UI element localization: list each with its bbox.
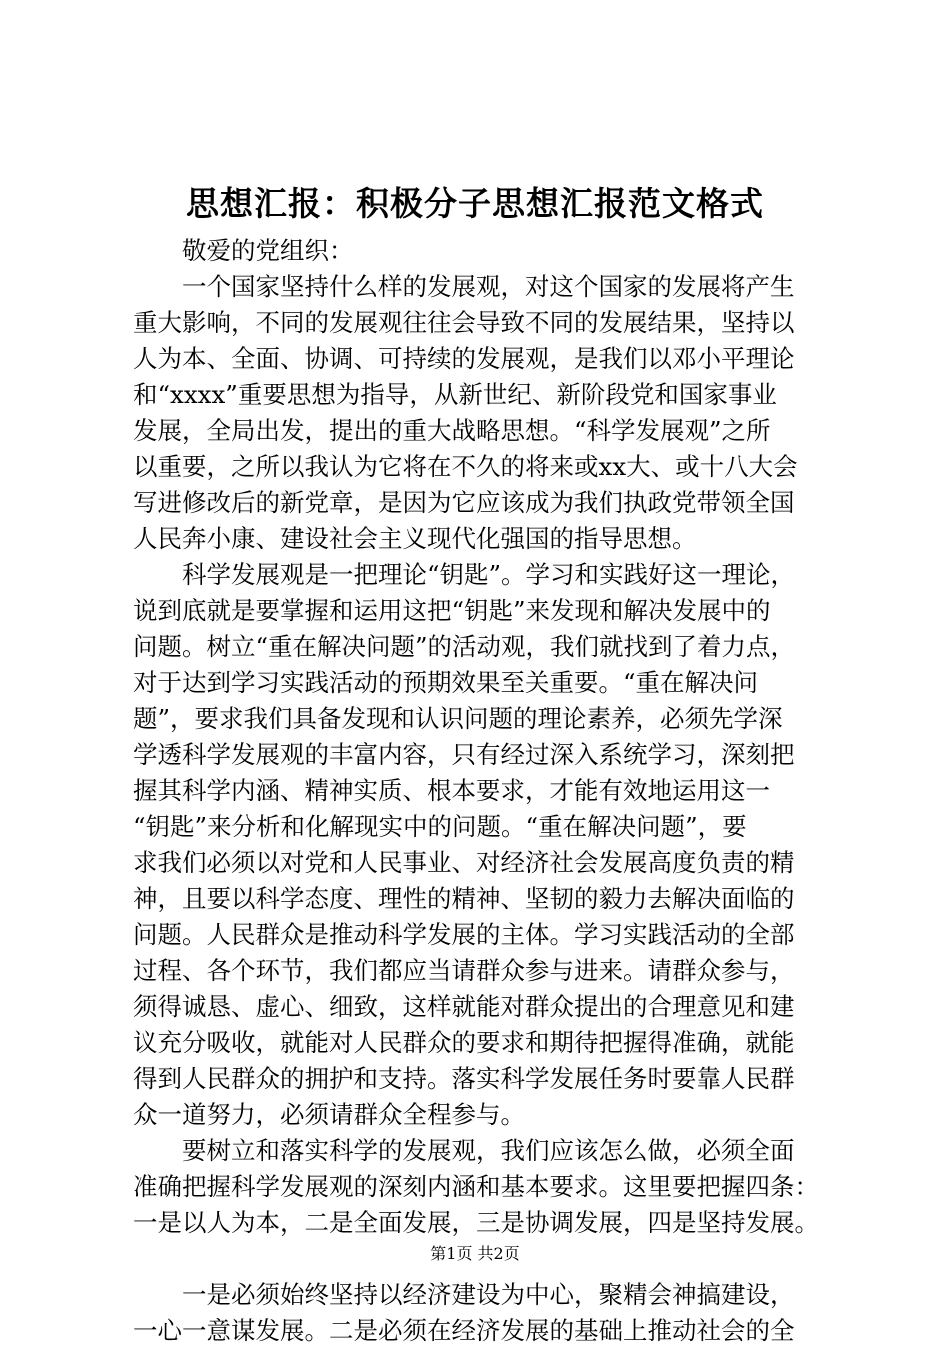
paragraph-line: 对于达到学习实践活动的预期效果至关重要。“重在解决问 (133, 668, 759, 697)
paragraph-line: 问题。树立“重在解决问题”的活动观，我们就找到了着力点， (133, 632, 796, 661)
paragraph-line: 握其科学内涵、精神实质、根本要求，才能有效地运用这一 (133, 776, 770, 805)
paragraph-line: 以重要，之所以我认为它将在不久的将来或xx大、或十八大会 (133, 452, 798, 481)
paragraph-line: 一是以人为本，二是全面发展，三是协调发展，四是坚持发展。 (133, 1208, 819, 1237)
paragraph-line: 人民奔小康、建设社会主义现代化强国的指导思想。 (133, 524, 697, 553)
paragraph-line: 一是必须始终坚持以经济建设为中心，聚精会神搞建设， (182, 1280, 795, 1309)
paragraph-line: 一心一意谋发展。二是必须在经济发展的基础上推动社会的全 (133, 1316, 795, 1345)
paragraph-line: 过程、各个环节，我们都应当请群众参与进来。请群众参与， (133, 956, 795, 985)
document-body (133, 233, 853, 1349)
page-number: 第1页 共2页 (430, 1244, 520, 1263)
paragraph-line: 问题。人民群众是推动科学发展的主体。学习实践活动的全部 (133, 920, 795, 949)
paragraph-line: 学透科学发展观的丰富内容，只有经过深入系统学习，深刻把 (133, 740, 795, 769)
document-title: 思想汇报：积极分子思想汇报范文格式 (186, 184, 764, 223)
paragraph-line: 得到人民群众的拥护和支持。落实科学发展任务时要靠人民群 (133, 1064, 795, 1093)
paragraph-line: 重大影响，不同的发展观往往会导致不同的发展结果，坚持以 (133, 308, 795, 337)
paragraph-line: 众一道努力，必须请群众全程参与。 (133, 1100, 525, 1129)
salutation: 敬爱的党组织： (182, 236, 354, 265)
paragraph-line: 题”，要求我们具备发现和认识问题的理论素养，必须先学深 (133, 704, 783, 733)
paragraph-line: 要树立和落实科学的发展观，我们应该怎么做，必须全面 (182, 1136, 795, 1165)
paragraph-line: 发展，全局出发，提出的重大战略思想。“科学发展观”之所 (133, 416, 771, 445)
paragraph-line: 准确把握科学发展观的深刻内涵和基本要求。这里要把握四条： (133, 1172, 819, 1201)
paragraph-line: 写进修改后的新党章，是因为它应该成为我们执政党带领全国 (133, 488, 795, 517)
paragraph-line: 和“xxxx”重要思想为指导，从新世纪、新阶段党和国家事业 (133, 380, 777, 409)
paragraph-line: 科学发展观是一把理论“钥匙”。学习和实践好这一理论， (182, 560, 796, 589)
paragraph-line: 一个国家坚持什么样的发展观，对这个国家的发展将产生 (182, 272, 795, 301)
paragraph-line: 人为本、全面、协调、可持续的发展观，是我们以邓小平理论 (133, 344, 795, 373)
paragraph-line: 须得诚恳、虚心、细致，这样就能对群众提出的合理意见和建 (133, 992, 795, 1021)
paragraph-line: 议充分吸收，就能对人民群众的要求和期待把握得准确，就能 (133, 1028, 795, 1057)
paragraph-line: 神，且要以科学态度、理性的精神、坚韧的毅力去解决面临的 (133, 884, 795, 913)
paragraph-line: “钥匙”来分析和化解现实中的问题。“重在解决问题”，要 (133, 812, 747, 841)
paragraph-line: 说到底就是要掌握和运用这把“钥匙”来发现和解决发展中的 (133, 596, 771, 625)
paragraph-line: 求我们必须以对党和人民事业、对经济社会发展高度负责的精 (133, 848, 795, 877)
